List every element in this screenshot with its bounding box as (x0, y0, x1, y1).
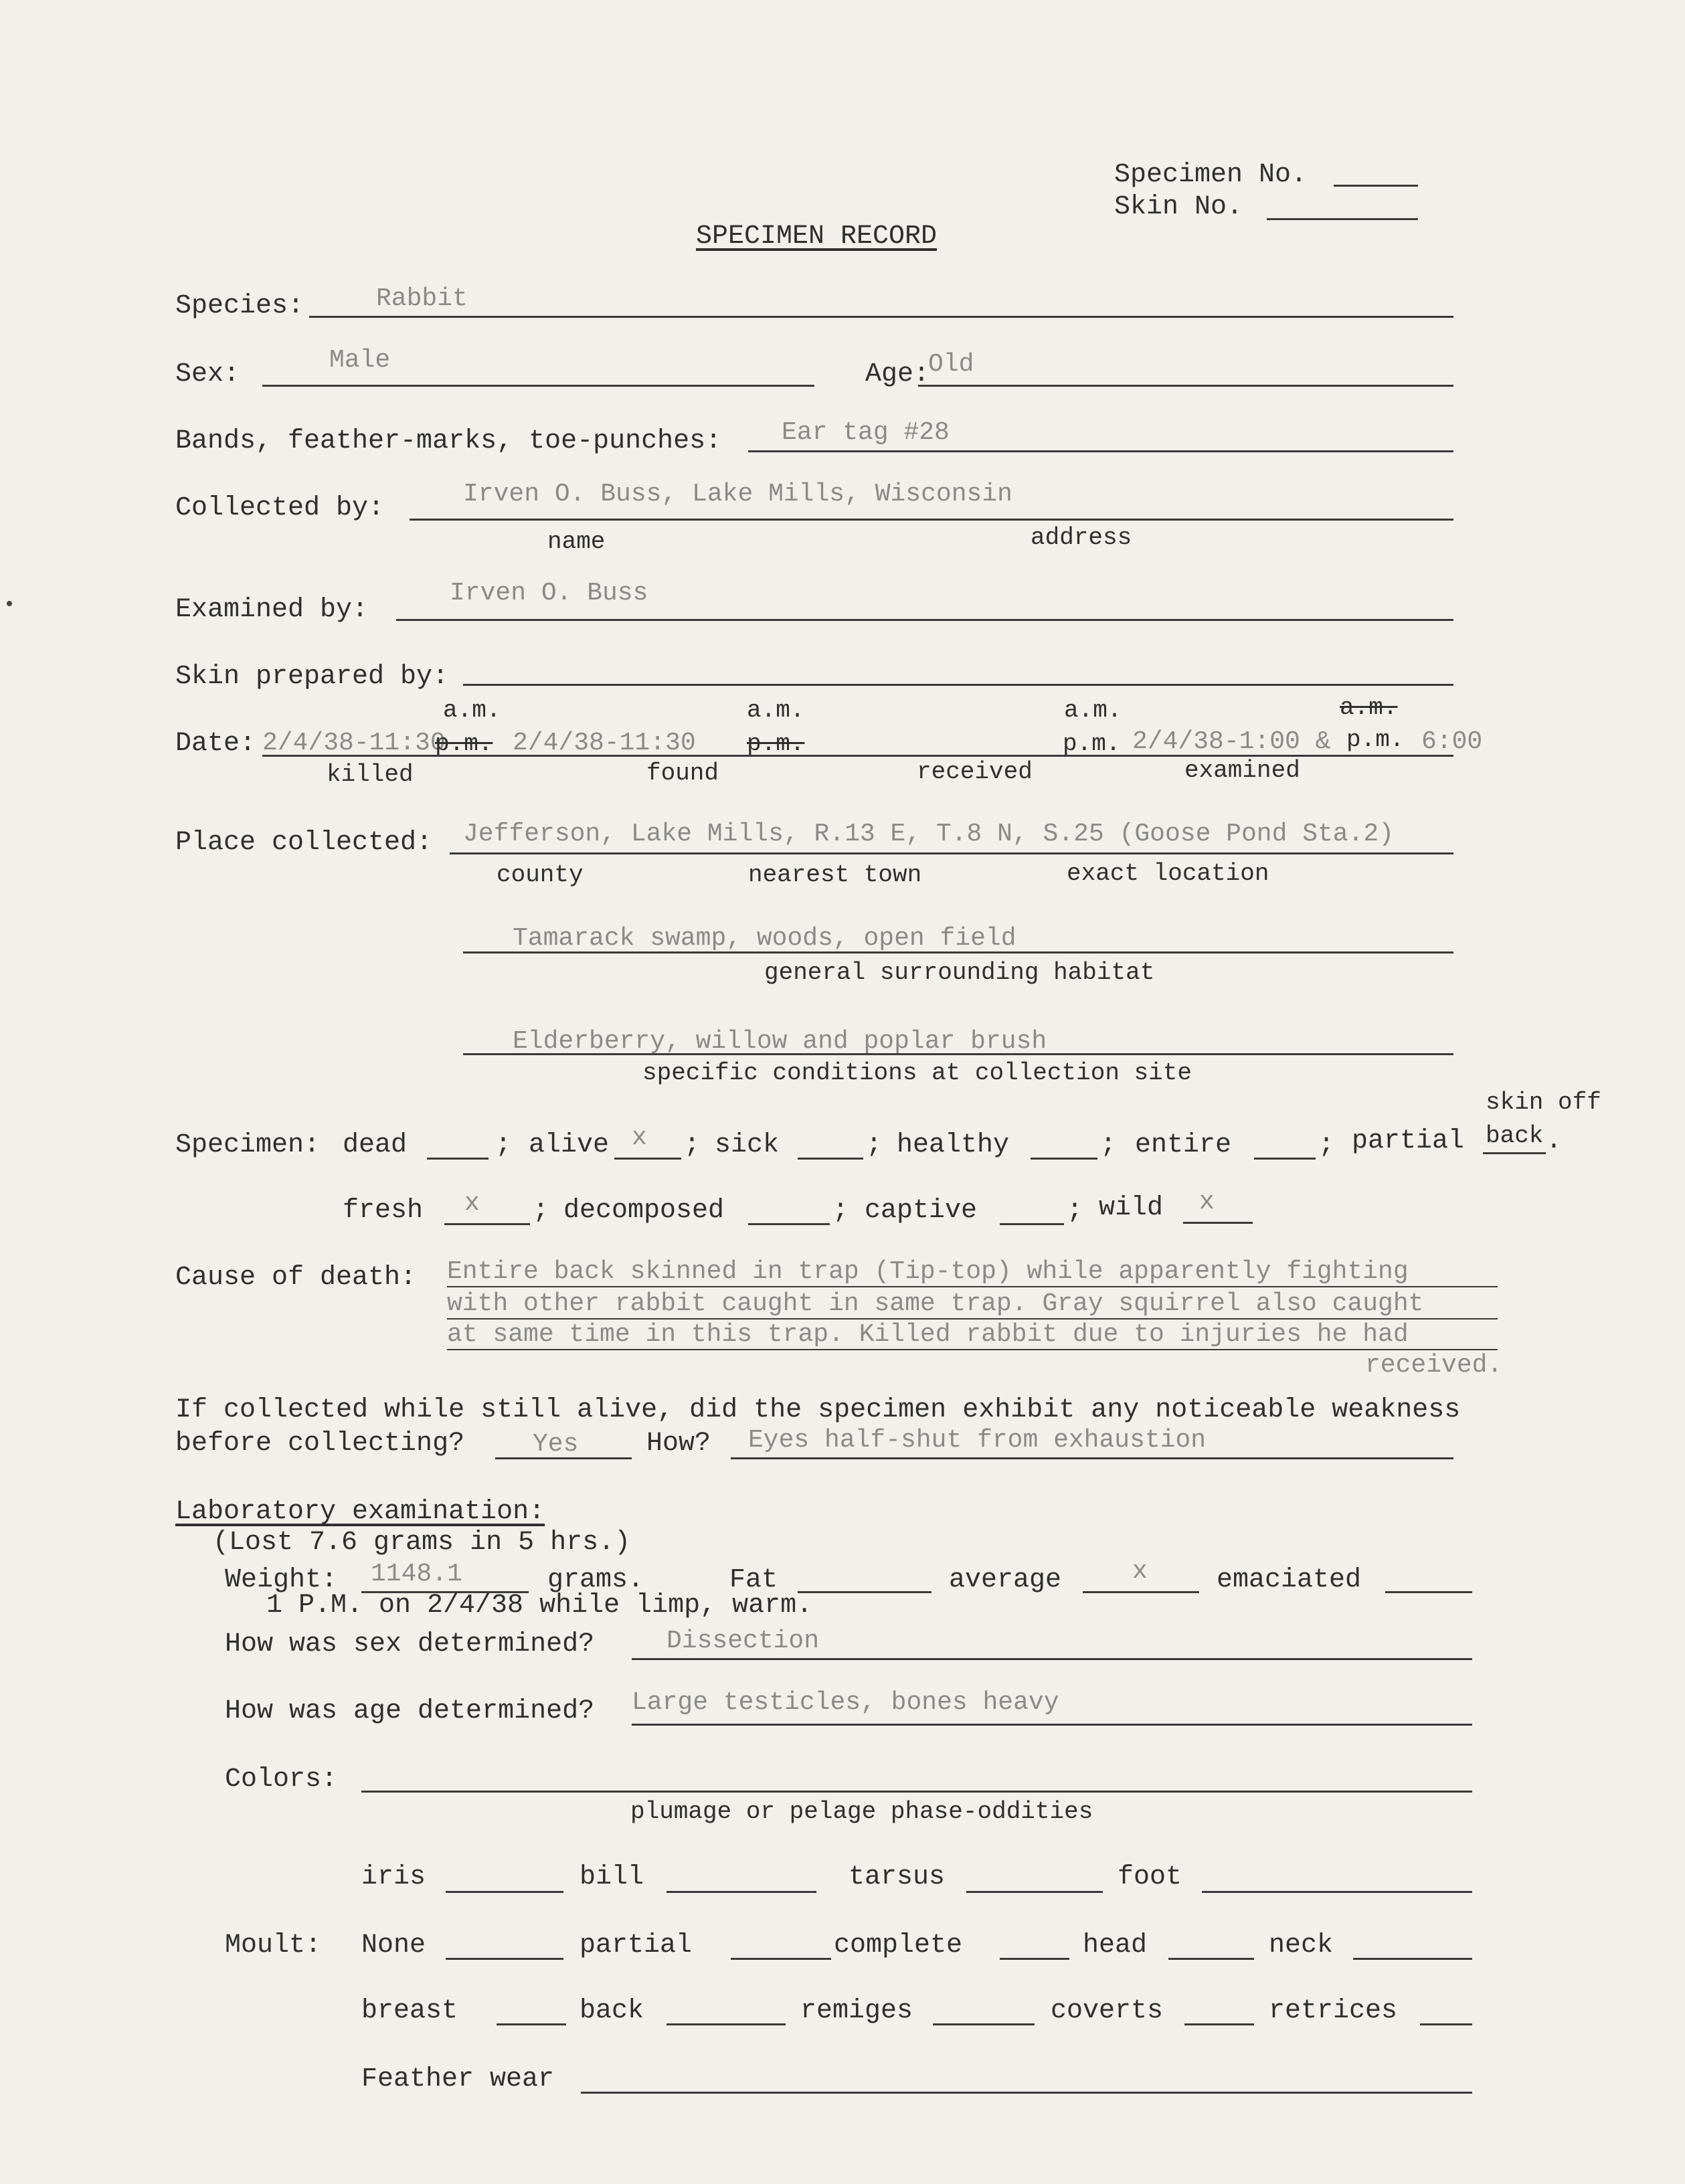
specimen-entire-line[interactable] (1254, 1158, 1316, 1160)
conditions-value: Elderberry, willow and poplar brush (513, 1027, 1047, 1056)
skin-no-label: Skin No. (1114, 192, 1243, 222)
feather-wear-line[interactable] (581, 2092, 1472, 2094)
specimen-sep-4: ; (1100, 1130, 1117, 1160)
specimen-sep-5: ; (1318, 1130, 1335, 1160)
date-am-examined: a.m. (1340, 694, 1398, 721)
cause-line-2: with other rabbit caught in same trap. Gray squirrel also caught (447, 1289, 1424, 1318)
specimen-sick-line[interactable] (798, 1158, 863, 1160)
collected-by-value: Irven O. Buss, Lake Mills, Wisconsin (463, 480, 1012, 509)
date-examined-value: 2/4/38-1:00 & (1132, 727, 1331, 756)
place-location-caption: exact location (1067, 860, 1269, 887)
place-town-caption: nearest town (748, 861, 922, 889)
species-value: Rabbit (376, 284, 468, 313)
specimen-wild-line[interactable] (1183, 1222, 1253, 1224)
sex-value: Male (329, 346, 391, 375)
specimen-decomposed-line[interactable] (748, 1223, 830, 1225)
sex-line[interactable] (262, 385, 814, 387)
specimen-sep-7: ; (533, 1196, 549, 1226)
bands-value: Ear tag #28 (782, 418, 950, 447)
moult-retrices-label: retrices (1269, 1996, 1398, 2026)
specimen-alive-value: x (632, 1123, 647, 1152)
cause-label: Cause of death: (175, 1263, 417, 1293)
moult-neck-line[interactable] (1353, 1958, 1472, 1960)
emaciated-line[interactable] (1385, 1591, 1472, 1593)
partial-note-top: skin off (1486, 1089, 1601, 1116)
specimen-wild-value: x (1199, 1188, 1215, 1216)
moult-coverts-label: coverts (1051, 1996, 1164, 2026)
cause-line-1: Entire back skinned in trap (Tip-top) while apparently fighting (447, 1257, 1409, 1286)
conditions-caption: specific conditions at collection site (642, 1059, 1192, 1087)
specimen-sep-1: ; (495, 1130, 512, 1160)
date-killed-caption: killed (327, 761, 414, 788)
conditions-line[interactable] (463, 1053, 1453, 1055)
age-label: Age: (865, 359, 930, 389)
cause-underline-1[interactable] (447, 1286, 1498, 1287)
examined-by-label: Examined by: (175, 595, 369, 625)
age-determined-label: How was age determined? (225, 1696, 595, 1726)
weakness-question-1: If collected while still alive, did the specimen exhibit any noticeable weakness (175, 1395, 1461, 1425)
collected-address-caption: address (1031, 524, 1132, 551)
moult-remiges-label: remiges (800, 1996, 913, 2026)
foot-line[interactable] (1202, 1891, 1472, 1893)
collected-name-caption: name (547, 528, 606, 555)
weakness-answer-line[interactable] (495, 1457, 632, 1459)
tarsus-line[interactable] (966, 1891, 1103, 1893)
bands-label: Bands, feather-marks, toe-punches: (175, 426, 722, 456)
fat-line[interactable] (798, 1591, 932, 1593)
skin-prepared-line[interactable] (463, 684, 1453, 686)
skin-no-line[interactable] (1267, 218, 1418, 220)
iris-label: iris (361, 1862, 426, 1892)
specimen-decomposed-label: decomposed (563, 1196, 725, 1226)
tarsus-label: tarsus (849, 1862, 946, 1892)
moult-partial-label: partial (580, 1930, 693, 1961)
specimen-sick-label: sick (715, 1130, 780, 1160)
species-line[interactable] (309, 316, 1453, 318)
date-pm-found: p.m. (747, 730, 805, 757)
age-determined-line[interactable] (632, 1724, 1472, 1726)
moult-remiges-line[interactable] (933, 2023, 1035, 2025)
specimen-partial-label: partial (1352, 1126, 1465, 1156)
cause-underline-3[interactable] (447, 1349, 1498, 1350)
weakness-how-line[interactable] (731, 1457, 1453, 1459)
specimen-no-label: Specimen No. (1114, 160, 1308, 190)
cause-underline-2[interactable] (447, 1318, 1498, 1320)
moult-head-label: head (1083, 1930, 1148, 1961)
moult-none-line[interactable] (446, 1958, 563, 1960)
date-am-received: a.m. (1064, 697, 1122, 724)
emaciated-label: emaciated (1217, 1565, 1362, 1595)
weight-grams: grams. (547, 1565, 644, 1595)
weakness-answer: Yes (533, 1430, 579, 1459)
colors-caption: plumage or pelage phase-oddities (630, 1798, 1093, 1825)
partial-note-bottom: back (1486, 1122, 1544, 1150)
lab-heading: Laboratory examination: (175, 1497, 545, 1527)
place-county-caption: county (497, 861, 584, 889)
date-received-caption: received (917, 758, 1033, 786)
weight-label: Weight: (225, 1565, 338, 1595)
specimen-sep-6: . (1546, 1126, 1563, 1156)
specimen-alive-line[interactable] (614, 1158, 681, 1160)
iris-line[interactable] (446, 1891, 563, 1893)
sex-determined-value: Dissection (667, 1627, 820, 1655)
bill-label: bill (580, 1862, 644, 1892)
date-examined-caption: examined (1184, 757, 1300, 784)
collected-by-label: Collected by: (175, 493, 385, 523)
specimen-fresh-label: fresh (343, 1196, 424, 1226)
bill-line[interactable] (667, 1891, 816, 1893)
moult-breast-line[interactable] (497, 2023, 566, 2025)
moult-neck-label: neck (1269, 1930, 1334, 1961)
specimen-fresh-line[interactable] (444, 1223, 530, 1225)
specimen-partial-line[interactable] (1483, 1152, 1546, 1154)
habitat-caption: general surrounding habitat (764, 959, 1155, 986)
specimen-wild-label: wild (1099, 1193, 1164, 1223)
place-line[interactable] (450, 852, 1453, 854)
collected-by-line[interactable] (410, 519, 1453, 521)
moult-label: Moult: (225, 1930, 322, 1961)
moult-back-line[interactable] (667, 2023, 786, 2025)
sex-label: Sex: (175, 359, 240, 389)
average-label: average (949, 1565, 1062, 1595)
colors-label: Colors: (225, 1764, 338, 1795)
specimen-healthy-line[interactable] (1031, 1158, 1097, 1160)
moult-breast-label: breast (361, 1996, 458, 2026)
specimen-fresh-value: x (464, 1189, 480, 1218)
specimen-sep-3: ; (866, 1130, 883, 1160)
age-value: Old (928, 350, 974, 379)
colors-line[interactable] (361, 1791, 1472, 1793)
sex-determined-line[interactable] (632, 1658, 1472, 1660)
habitat-line[interactable] (463, 951, 1453, 953)
moult-complete-label: complete (834, 1930, 963, 1961)
weakness-how-label: How? (646, 1429, 711, 1459)
examined-by-value: Irven O. Buss (450, 579, 648, 608)
average-line[interactable] (1083, 1591, 1199, 1593)
skin-prepared-label: Skin prepared by: (175, 662, 449, 692)
moult-back-label: back (580, 1996, 644, 2026)
date-label: Date: (175, 729, 256, 759)
specimen-entire-label: entire (1135, 1130, 1232, 1160)
moult-partial-line[interactable] (731, 1958, 831, 1960)
date-am-found: a.m. (747, 697, 805, 724)
weakness-how-value: Eyes half-shut from exhaustion (748, 1426, 1207, 1455)
feather-wear-label: Feather wear (361, 2064, 555, 2094)
moult-coverts-line[interactable] (1184, 2023, 1254, 2025)
specimen-sep-9: ; (1067, 1196, 1083, 1226)
specimen-captive-line[interactable] (1000, 1223, 1064, 1225)
moult-complete-line[interactable] (1000, 1958, 1069, 1960)
specimen-healthy-label: healthy (897, 1130, 1010, 1160)
place-label: Place collected: (175, 828, 433, 858)
lab-note: (Lost 7.6 grams in 5 hrs.) (213, 1528, 631, 1558)
fat-label: Fat (729, 1565, 778, 1595)
date-pm-examined: p.m. (1346, 726, 1405, 753)
date-am-killed: a.m. (443, 697, 501, 724)
date-found-value: 2/4/38-11:30 (513, 729, 696, 757)
place-value: Jefferson, Lake Mills, R.13 E, T.8 N, S.25 (Goose Pond Sta.2) (463, 820, 1395, 848)
moult-retrices-line[interactable] (1420, 2023, 1472, 2025)
examined-by-line[interactable] (396, 619, 1453, 621)
cause-line-3: at same time in this trap. Killed rabbit due to injuries he had (447, 1320, 1409, 1349)
specimen-captive-label: captive (865, 1196, 978, 1226)
sex-determined-label: How was sex determined? (225, 1629, 595, 1659)
species-label: Species: (175, 291, 304, 321)
weakness-question-2: before collecting? (175, 1429, 465, 1459)
specimen-alive-label: alive (529, 1130, 610, 1160)
age-determined-value: Large testicles, bones heavy (632, 1688, 1059, 1717)
date-killed-value: 2/4/38-11:30 (262, 729, 446, 757)
specimen-sep-8: ; (832, 1196, 849, 1226)
foot-label: foot (1118, 1862, 1182, 1892)
specimen-dead-line[interactable] (427, 1158, 489, 1160)
moult-head-line[interactable] (1168, 1958, 1254, 1960)
cause-line-4: received. (1365, 1351, 1503, 1380)
date-pm-killed: p.m. (435, 730, 493, 757)
date-found-caption: found (646, 759, 719, 787)
age-line[interactable] (918, 385, 1453, 387)
page-title: SPECIMEN RECORD (696, 221, 938, 252)
specimen-dead-label: dead (343, 1130, 408, 1160)
date-pm-received: p.m. (1063, 730, 1121, 757)
habitat-value: Tamarack swamp, woods, open field (513, 924, 1016, 953)
moult-none-label: None (361, 1930, 426, 1961)
specimen-sep-2: ; (684, 1130, 701, 1160)
weight-note: 1 P.M. on 2/4/38 while limp, warm. (266, 1590, 813, 1621)
average-value: x (1132, 1557, 1148, 1586)
margin-dot (7, 601, 12, 606)
date-examined-value2: 6:00 (1421, 727, 1483, 756)
bands-line[interactable] (748, 450, 1453, 452)
specimen-no-line[interactable] (1334, 185, 1418, 187)
specimen-label: Specimen: (175, 1130, 321, 1160)
weight-value: 1148.1 (371, 1560, 462, 1588)
